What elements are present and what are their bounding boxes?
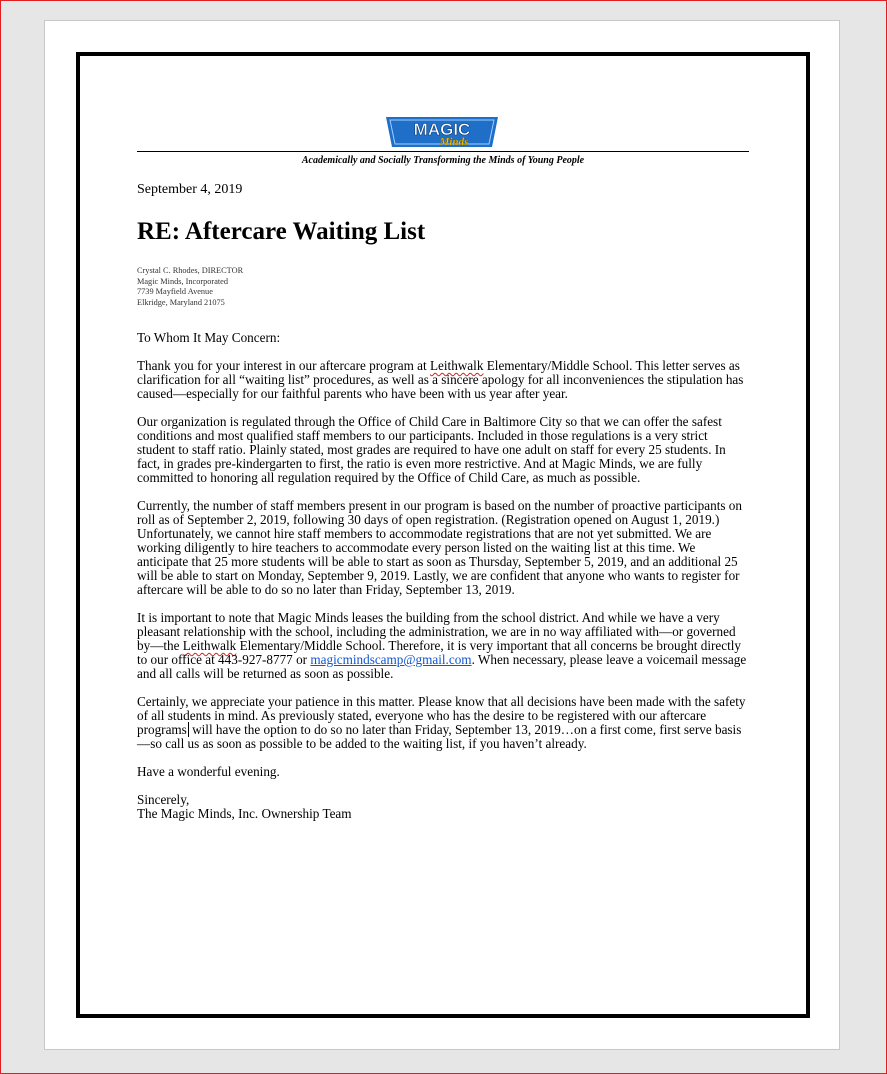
tagline: Academically and Socially Transforming the Minds of Young People <box>301 155 585 166</box>
paragraph-1: Thank you for your interest in our aftercare program at Leithwalk Elementary/Middle School. This letter serves as clarification for all “waiting list” procedures, as well as a sincere apology for all inconveniences the stipulation has caused—especially for our faithful parents who have been with us year after year. <box>137 358 744 401</box>
letter-date: September 4, 2019 <box>137 182 243 197</box>
magic-minds-logo <box>382 114 502 154</box>
sender-city: Elkridge, Maryland 21075 <box>137 297 225 307</box>
paragraph-5: Certainly, we appreciate your patience in this matter. Please know that all decisions have been made with the safety of all students in mind. As previously stated, everyone who has the desire to be registered with our aftercare programs will have the option to do so no later than Friday, September 13, 2019…on a first come, first serve basis—so call us as soon as possible to be added to the waiting list, if you haven’t already. <box>137 694 746 751</box>
email-link[interactable]: magicmindscamp@gmail.com <box>310 652 472 667</box>
signoff: Sincerely, <box>137 792 190 807</box>
sender-street: 7739 Mayfield Avenue <box>137 287 213 296</box>
sender-company: Magic Minds, Incorporated <box>137 276 229 286</box>
logo-text-minds: Minds <box>439 136 469 148</box>
logo-text-magic: MAGIC <box>413 120 471 139</box>
header-rule <box>137 151 749 152</box>
closing-wish: Have a wonderful evening. <box>137 764 280 779</box>
document-page <box>44 20 840 1050</box>
letter-subject: RE: Aftercare Waiting List <box>137 218 426 245</box>
spelling-error-leithwalk[interactable]: Leithwalk <box>429 358 484 373</box>
paragraph-4: It is important to note that Magic Minds leases the building from the school district. And while we have a very pleasant relationship with the school, including the administration, we are in no way affiliated with—or governed by—the Leithwalk Elementary/Middle School. Therefore, it is very important that all concerns be brought directly to our office at 443-927-8777 or magicmindscamp@gmail.com. When necessary, please leave a voicemail message and all calls will be returned as soon as possible. <box>137 610 747 681</box>
paragraph-2: Our organization is regulated through the Office of Child Care in Baltimore City so that we can offer the safest conditions and most qualified staff members to our participants. Included in those regulations is a very strict student to staff ratio. Plainly stated, most grades are required to have one adult on staff for every 25 students. In fact, in grades pre-kindergarten to first, the ratio is even more restrictive. And at Magic Minds, we are fully committed to honoring all regulation required by the Office of Child Care, as much as possible. <box>137 414 726 485</box>
paragraph-3: Currently, the number of staff members present in our program is based on the number of proactive participants on roll as of September 2, 2019, following 30 days of open registration. (Registration opened on August 1, 2019.) Unfortunately, we cannot hire staff members to accommodate registrations that are not yet submitted. We are working diligently to hire teachers to accommodate every person listed on the waiting list at this time. We anticipate that 25 more students will be able to start as soon as Thursday, September 5, 2019, and an additional 25 will be able to start on Monday, September 9, 2019. Lastly, we are confident that anyone who wants to register for aftercare will be able to do so no later than Friday, September 13, 2019. <box>137 498 742 597</box>
sender-name: Crystal C. Rhodes, DIRECTOR <box>137 266 244 275</box>
sender-block <box>137 266 243 308</box>
salutation: To Whom It May Concern: <box>137 330 281 345</box>
signature: The Magic Minds, Inc. Ownership Team <box>137 806 352 821</box>
letter-body[interactable] <box>137 331 749 821</box>
spelling-error-leithwalk[interactable]: Leithwalk <box>182 638 237 653</box>
